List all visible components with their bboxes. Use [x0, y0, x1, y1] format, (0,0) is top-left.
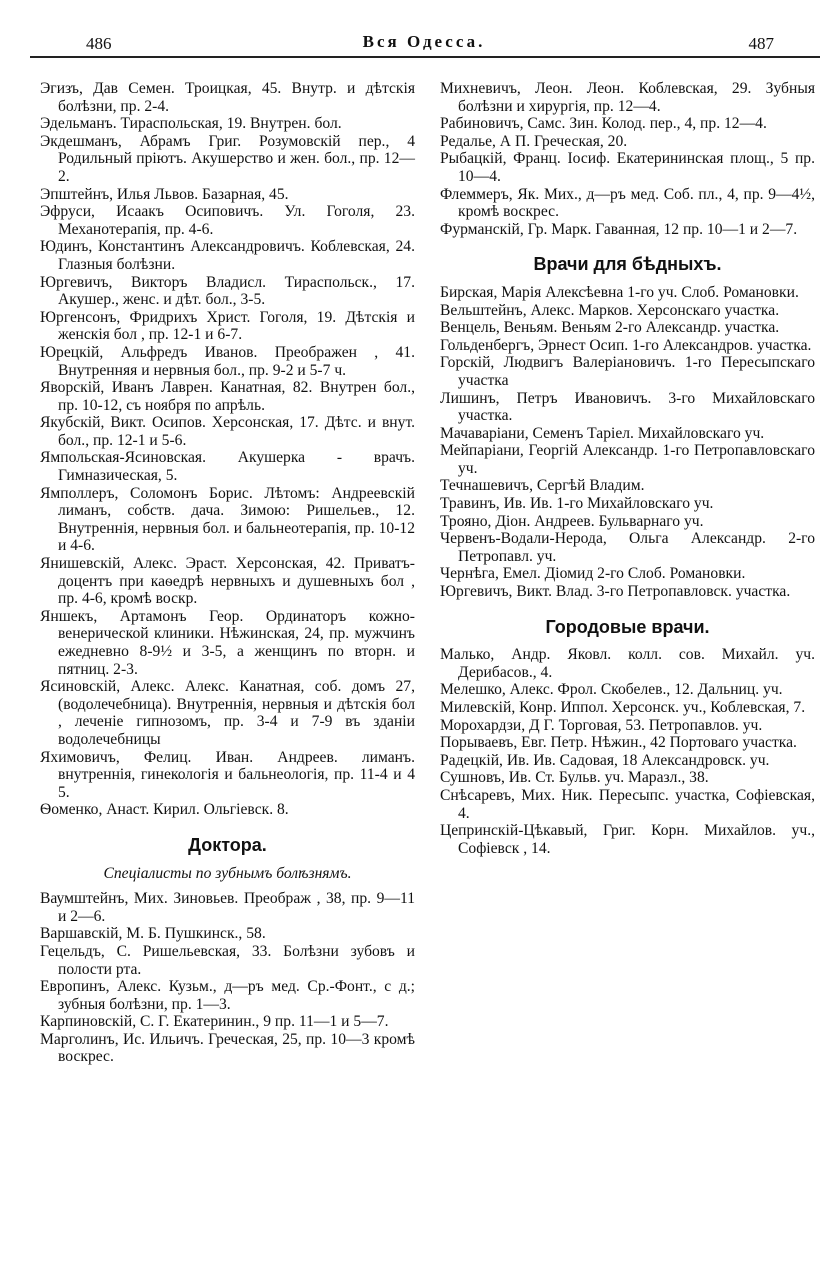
directory-entry: Ясиновскій, Алекс. Алекс. Канатная, соб. домъ 27, (водолечебница). Внутреннія, нервныя и дѣтскія бол , леченіе гипнозомъ, пр. 3-4 и 7-9 въ зданіи водолечебницы — [40, 678, 415, 748]
directory-entry: Яхимовичъ, Фелиц. Иван. Андреев. лиманъ. внутреннія, гинекологія и бальнеологія, пр. 11-4 и 4 5. — [40, 748, 415, 801]
directory-entry: Флеммеръ, Як. Мих., д—ръ мед. Соб. пл., 4, пр. 9—4½, кромѣ воскрес. — [440, 185, 815, 221]
directory-entry: Рабиновичъ, Самс. Зин. Колод. пер., 4, пр. 12—4. — [440, 115, 767, 133]
directory-entry: Мелешко, Алекс. Фрол. Скобелев., 12. Дальниц. уч. — [440, 681, 783, 699]
directory-entry: Травинъ, Ив. Ив. 1-го Михайловскаго уч. — [440, 495, 714, 513]
directory-entry: Экдешманъ, Абрамъ Григ. Розумовскій пер., 4 Родильный пріютъ. Акушерство и жен. бол., пр. 12—2. — [40, 132, 415, 185]
directory-entry: Гольденбергъ, Эрнест Осип. 1-го Александров. участка. — [440, 336, 812, 354]
directory-entry: Марголинъ, Ис. Ильичъ. Греческая, 25, пр. 10—3 кромѣ воскрес. — [40, 1030, 415, 1066]
directory-entry: Эпштейнъ, Илья Львов. Базарная, 45. — [40, 185, 289, 203]
directory-entry: Редалье, А П. Греческая, 20. — [440, 132, 628, 150]
directory-entry: Ваумштейнъ, Мих. Зиновьев. Преображ , 38, пр. 9—11 и 2—6. — [40, 890, 415, 925]
directory-entry: Варшавскій, М. Б. Пушкинск., 58. — [40, 925, 266, 943]
directory-entry: Юдинъ, Константинъ Александровичъ. Коблевская, 24. Глазныя болѣзни. — [40, 238, 415, 273]
directory-entry: Морохардзи, Д Г. Торговая, 53. Петропавлов. уч. — [440, 716, 763, 734]
directory-entry: Милевскій, Конр. Иппол. Херсонск. уч., Коблевская, 7. — [440, 699, 806, 716]
section-heading-city-doctors: Городовые врачи. — [545, 616, 710, 637]
directory-entry: Червенъ-Водали-Нерода, Ольга Александр. 2-го Петропавл. уч. — [440, 530, 815, 565]
directory-entry: Цепринскій-Цѣкавый, Григ. Корн. Михайлов. уч., Софіевск , 14. — [440, 822, 815, 857]
directory-entry: Сушновъ, Ив. Ст. Бульв. уч. Маразл., 38. — [440, 769, 709, 787]
directory-entry: Эгизъ, Дав Семен. Троицкая, 45. Внутр. и дѣтскія болѣзни, пр. 2-4. — [40, 80, 415, 115]
directory-entry: Чернѣга, Емел. Діомид 2-го Слоб. Романовки. — [440, 565, 746, 583]
directory-entry: Юргевичъ, Викторъ Владисл. Тираспольск., 17. Акушер., женс. и дѣт. бол., 3-5. — [40, 273, 415, 309]
directory-entry: Юргевичъ, Викт. Влад. 3-го Петропавловск. участка. — [440, 583, 791, 601]
directory-entry: Лишинъ, Петръ Ивановичъ. 3-го Михайловскаго участка. — [440, 389, 815, 425]
directory-entry: Юргенсонъ, Фридрихъ Христ. Гоголя, 19. Дѣтскія и женскія бол , пр. 12-1 и 6-7. — [40, 308, 415, 344]
directory-entry: Ѳоменко, Анаст. Кирил. Ольгіевск. 8. — [40, 801, 289, 819]
directory-entry: Бирская, Марія Алексѣевна 1-го уч. Слоб. Романовки. — [440, 283, 799, 301]
directory-entry: Мачаваріани, Семенъ Таріел. Михайловскаго уч. — [440, 424, 765, 442]
directory-entry: Снѣсаревъ, Мих. Ник. Пересыпс. участка, Софіевская, 4. — [440, 786, 815, 822]
directory-entry: Карпиновскій, С. Г. Екатеринин., 9 пр. 11—1 и 5—7. — [40, 1013, 389, 1031]
directory-entry: Якубскій, Викт. Осипов. Херсонская, 17. Дѣтс. и внут. бол., пр. 12-1 и 5-6. — [40, 414, 415, 449]
directory-entry: Юрецкій, Альфредъ Иванов. Преображен , 41. Внутренняя и нервныя бол., пр. 9-2 и 5-7 ч. — [40, 343, 415, 379]
directory-entry: Ямполлеръ, Соломонъ Борис. Лѣтомъ: Андреевскій лиманъ, собств. дача. Зимою: Ришельев., 12. Внутреннія, нервныя бол. и бальнеотерапія, пр. 10-12 и 4-6. — [40, 484, 415, 555]
directory-entry: Фурманскій, Гр. Марк. Гаванная, 12 пр. 10—1 и 2—7. — [440, 220, 798, 238]
left-column — [40, 80, 415, 1066]
directory-entry: Порываевъ, Евг. Петр. Нѣжин., 42 Портоваго участка. — [440, 734, 797, 752]
directory-entry: Янишевскій, Алекс. Эраст. Херсонская, 42. Приватъ-доцентъ при каѳедрѣ нервныхъ и душевныхъ бол , пр. 4-6, кромѣ воскр. — [40, 555, 415, 608]
directory-entry: Гецельдъ, С. Ришельевская, 33. Болѣзни зубовъ и полости рта. — [40, 942, 415, 978]
directory-entry: Трояно, Діон. Андреев. Бульварнаго уч. — [440, 512, 704, 530]
directory-entry: Мейпаріани, Георгій Александр. 1-го Петропавловскаго уч. — [440, 442, 815, 477]
page-header — [30, 30, 818, 56]
directory-entry: Яншекъ, Артамонъ Геор. Ординаторъ кожно-венерической клиники. Нѣжинская, 24, пр. мужчинъ ежедневно 8-9½ и 3-5, а женщинъ по вторн. и пятниц. 2-3. — [40, 607, 415, 678]
directory-entry: Эдельманъ. Тираспольская, 19. Внутрен. бол. — [40, 115, 342, 133]
directory-entry: Малько, Андр. Яковл. колл. сов. Михайл. уч. Дерибасов., 4. — [440, 646, 815, 681]
page-number-right: 487 — [748, 34, 774, 53]
page-number-left: 486 — [86, 34, 112, 53]
right-column — [440, 80, 815, 857]
directory-entry: Михневичъ, Леон. Леон. Коблевская, 29. Зубныя болѣзни и хирургія, пр. 12—4. — [440, 80, 815, 115]
directory-entry: Радецкій, Ив. Ив. Садовая, 18 Александровск. уч. — [440, 751, 770, 769]
header-rule — [30, 56, 820, 58]
directory-entry: Венцель, Веньям. Веньям 2-го Александр. участка. — [440, 319, 780, 337]
running-title: Вся Одесса. — [362, 32, 486, 51]
directory-entry: Ямпольская-Ясиновская. Акушерка - врачъ. Гимназическая, 5. — [40, 449, 415, 485]
directory-entry: Рыбацкій, Франц. Іосиф. Екатерининская площ., 5 пр. 10—4. — [440, 150, 815, 185]
directory-entry: Эфруси, Исаакъ Осиповичъ. Ул. Гоголя, 23. Механотерапія, пр. 4-6. — [40, 203, 415, 238]
directory-entry: Вельштейнъ, Алекс. Марков. Херсонскаго участка. — [440, 301, 780, 319]
directory-entry: Европинъ, Алекс. Кузьм., д—ръ мед. Ср.-Фонт., с д.; зубныя болѣзни, пр. 1—3. — [40, 978, 415, 1013]
section-heading-doctors-for-poor: Врачи для бѣдныхъ. — [533, 254, 722, 275]
subsection-heading-dentists: Спеціалисты по зубнымъ болѣзнямъ. — [103, 864, 352, 882]
directory-entry: Течнашевичъ, Сергѣй Владим. — [440, 477, 645, 495]
section-heading-doctors: Доктора. — [188, 834, 267, 855]
directory-entry: Горскій, Людвигъ Валеріановичъ. 1-го Пересыпскаго участка — [440, 354, 815, 389]
directory-entry: Яворскій, Иванъ Лаврен. Канатная, 82. Внутрен бол., пр. 10-12, съ ноября по апрѣль. — [40, 379, 415, 414]
